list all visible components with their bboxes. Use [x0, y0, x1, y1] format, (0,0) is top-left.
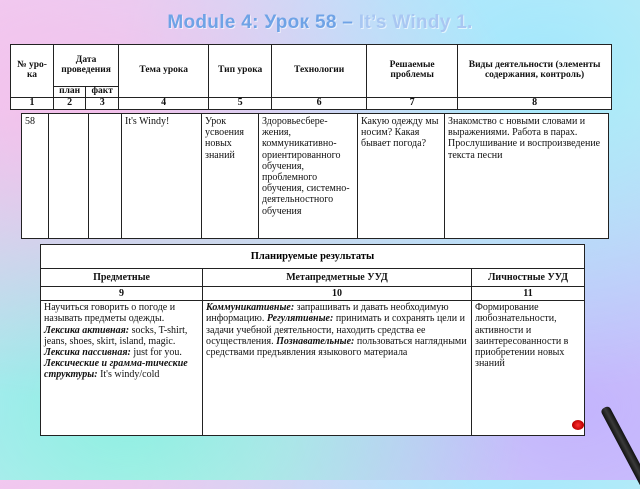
header-number: 7 — [367, 97, 458, 109]
header-col-topic: Тема урока — [119, 45, 209, 98]
title-lesson-word: Урок — [264, 12, 310, 33]
header-number: 5 — [209, 97, 272, 109]
header-number: 2 — [54, 97, 86, 109]
header-col-date: Дата проведения — [54, 45, 119, 87]
header-number: 1 — [11, 97, 54, 109]
row-topic: It's Windy! — [122, 114, 202, 239]
row-fact — [89, 114, 122, 239]
header-col-fact: факт — [86, 87, 119, 98]
meta-comm: запрашивать и давать необходимую информацию. — [206, 302, 449, 325]
header-col-type: Тип урока — [209, 45, 272, 98]
header-number: 6 — [272, 97, 367, 109]
results-col-personal: Личностные УУД — [472, 269, 585, 287]
results-table — [40, 268, 585, 436]
subject-active-label: Лексика активная: — [44, 324, 130, 336]
row-type: Урок усвоения новых знаний — [202, 114, 259, 239]
subject-intro: Научиться говорить о погоде и называть предметы одежды. — [44, 302, 176, 325]
results-personal-cell: Формирование любознательности, активности и заинтересованности в приобретении новых знаний — [472, 301, 585, 436]
results-subject-cell — [41, 301, 203, 436]
header-number: 3 — [86, 97, 119, 109]
header-col-activities: Виды деятельности (элементы содержания, контроль) — [458, 45, 612, 98]
results-col-subject: Предметные — [41, 269, 203, 287]
laser-pointer-icon — [600, 405, 640, 489]
row-problems: Какую одежду мы носим? Какая бывает погода? — [358, 114, 445, 239]
header-number: 4 — [119, 97, 209, 109]
title-prefix: Module 4: — [167, 12, 259, 33]
row-plan — [49, 114, 89, 239]
subject-passive-words: just for you. — [133, 346, 182, 358]
row-num: 58 — [22, 114, 49, 239]
lesson-header-table — [10, 44, 612, 110]
header-col-plan: план — [54, 87, 86, 98]
row-tech: Здоровьесбере-жения, коммуникативно-ориентированного обучения, проблемного обучения, системно-деятельностного обучения — [259, 114, 358, 239]
title-separator: – — [342, 12, 354, 33]
lesson-row-table — [21, 113, 609, 239]
header-col-num: № уро-ка — [11, 45, 54, 98]
results-num-meta: 10 — [203, 287, 472, 301]
title-lesson-number: 58 — [314, 12, 337, 33]
header-number: 8 — [458, 97, 612, 109]
subject-active-words: socks, T-shirt, jeans, shoes, skirt, island, magic. — [44, 324, 188, 347]
laser-dot-icon — [572, 420, 584, 430]
subject-grammar: It's windy/cold — [100, 369, 160, 381]
meta-reg: принимать и сохранять цели и задачи учебной деятельности, находить средства ее осуществления. — [206, 313, 465, 347]
slide-title — [0, 12, 640, 34]
results-num-personal: 11 — [472, 287, 585, 301]
meta-comm-label: Коммуникативные: — [206, 302, 295, 314]
results-num-subject: 9 — [41, 287, 203, 301]
header-col-tech: Технологии — [272, 45, 367, 98]
results-title: Планируемые результаты — [40, 244, 585, 269]
meta-reg-label: Регулятивные: — [266, 313, 334, 325]
title-topic: It’s Windy 1 — [358, 12, 468, 33]
row-activities: Знакомство с новыми словами и выражениями. Работа в парах. Прослушивание и воспроизведение текста песни — [445, 114, 609, 239]
subject-passive-label: Лексика пассивная: — [44, 346, 131, 358]
results-col-meta: Метапредметные УУД — [203, 269, 472, 287]
results-meta-cell — [203, 301, 472, 436]
title-dot: . — [467, 12, 473, 33]
meta-cog: пользоваться наглядными средствами предъявления языкового материала — [206, 335, 467, 358]
header-col-problems: Решаемые проблемы — [367, 45, 458, 98]
meta-cog-label: Познавательные: — [276, 335, 355, 347]
subject-grammar-label: Лексические и грамма-тические структуры: — [44, 358, 188, 381]
